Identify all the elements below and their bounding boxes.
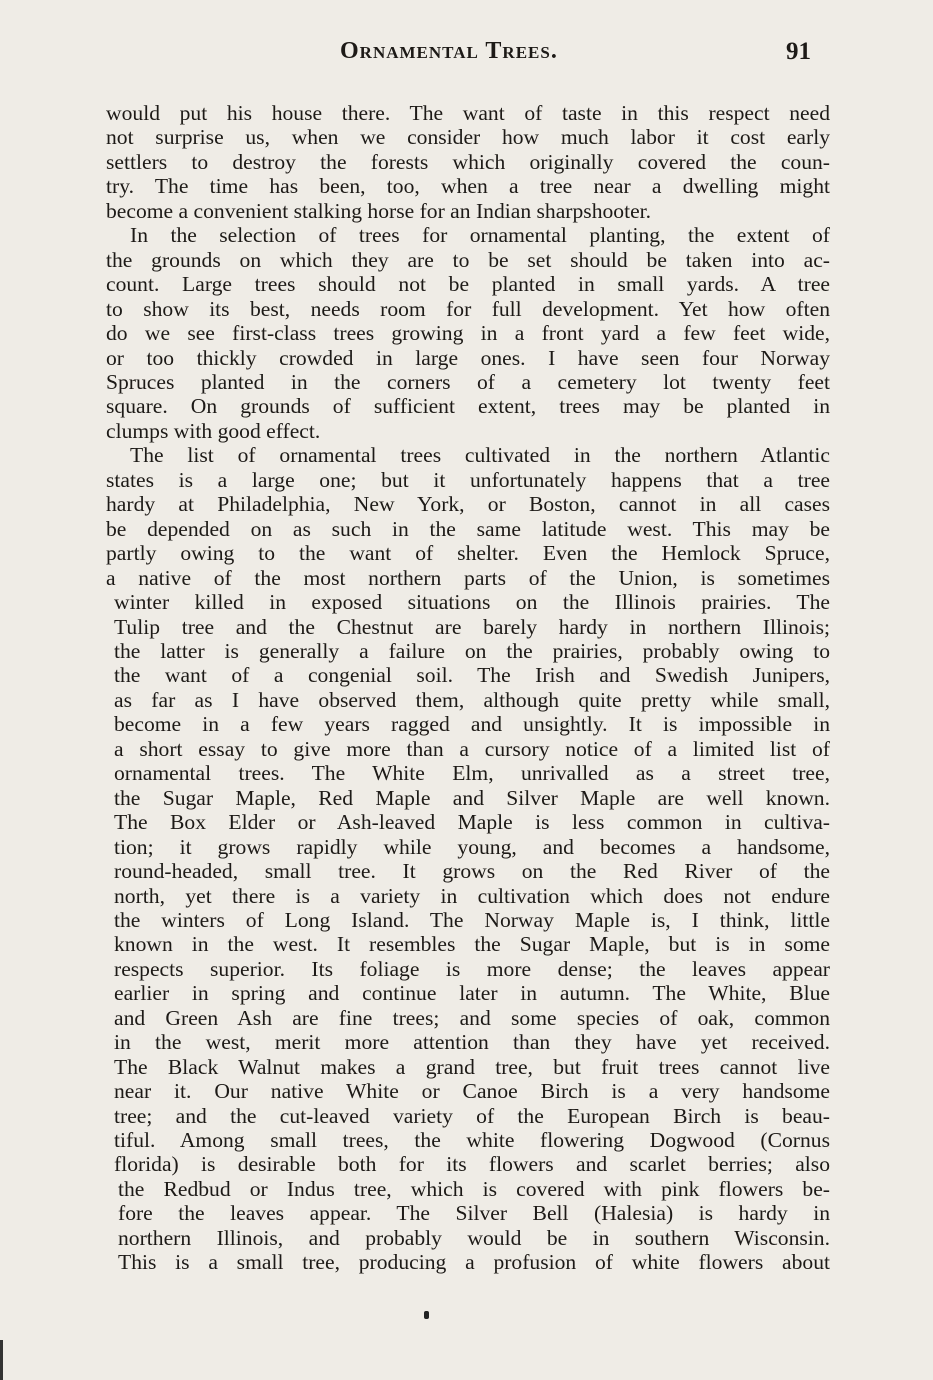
text-line: fore the leaves appear. The Silver Bell (Halesia) is hardy in: [118, 1201, 830, 1226]
text-line: count. Large trees should not be planted in small yards. A tree: [106, 272, 830, 297]
page-edge: [0, 1340, 3, 1380]
text-line: the Sugar Maple, Red Maple and Silver Maple are well known.: [114, 785, 830, 810]
text-line: to show its best, needs room for full development. Yet how often: [106, 296, 830, 321]
running-head-title: Ornamental Trees.: [340, 38, 558, 64]
text-line: a native of the most northern parts of the Union, is sometimes: [106, 565, 830, 590]
text-line: The Box Elder or Ash-leaved Maple is less common in cultiva-: [114, 810, 830, 835]
text-line: florida) is desirable both for its flowers and scarlet berries; also: [114, 1152, 830, 1177]
running-head: [0, 38, 933, 68]
text-line: become in a few years ragged and unsightly. It is impossible in: [114, 712, 830, 737]
text-line: The Black Walnut makes a grand tree, but fruit trees cannot live: [114, 1054, 830, 1079]
text-line: winter killed in exposed situations on the Illinois prairies. The: [114, 590, 830, 615]
body-text: [106, 101, 830, 1275]
text-line: become a convenient stalking horse for an Indian sharpshooter.: [106, 198, 652, 223]
text-line: tion; it grows rapidly while young, and becomes a handsome,: [114, 834, 830, 859]
page-number: 91: [786, 38, 811, 65]
text-line: tree; and the cut-leaved variety of the European Birch is beau-: [114, 1103, 830, 1128]
ink-mark: [424, 1311, 429, 1319]
text-line: be depended on as such in the same latitude west. This may be: [106, 516, 830, 541]
text-line: settlers to destroy the forests which originally covered the coun-: [106, 149, 830, 174]
paragraph-1: [106, 101, 830, 223]
text-line: ornamental trees. The White Elm, unrivalled as a street tree,: [114, 761, 830, 786]
text-line: and Green Ash are fine trees; and some species of oak, common: [114, 1005, 830, 1030]
text-line: near it. Our native White or Canoe Birch is a very handsome: [114, 1079, 830, 1104]
text-line: tiful. Among small trees, the white flowering Dogwood (Cornus: [114, 1128, 830, 1153]
text-line: northern Illinois, and probably would be in southern Wisconsin.: [118, 1225, 830, 1250]
text-line: clumps with good effect.: [106, 418, 321, 443]
text-line: round-headed, small tree. It grows on the Red River of the: [114, 859, 830, 884]
text-line: would put his house there. The want of taste in this respect need: [106, 101, 830, 125]
paragraph-3: [106, 443, 830, 1274]
text-line: respects superior. Its foliage is more dense; the leaves appear: [114, 956, 830, 981]
text-line: in the west, merit more attention than they have yet received.: [114, 1030, 830, 1055]
text-line: The list of ornamental trees cultivated in the northern Atlantic: [130, 443, 830, 468]
text-line: north, yet there is a variety in cultivation which does not endure: [114, 883, 830, 908]
text-line: In the selection of trees for ornamental planting, the extent of: [130, 223, 830, 248]
paragraph-2: [106, 223, 830, 443]
text-line: the grounds on which they are to be set should be taken into ac-: [106, 247, 830, 272]
text-line: or too thickly crowded in large ones. I have seen four Norway: [106, 345, 830, 370]
text-line: the winters of Long Island. The Norway Maple is, I think, little: [114, 907, 830, 932]
text-line: earlier in spring and continue later in autumn. The White, Blue: [114, 981, 830, 1006]
text-line: try. The time has been, too, when a tree near a dwelling might: [106, 174, 830, 199]
text-line: states is a large one; but it unfortunately happens that a tree: [106, 467, 830, 492]
text-line: do we see first-class trees growing in a front yard a few feet wide,: [106, 321, 830, 346]
text-line: the want of a congenial soil. The Irish and Swedish Junipers,: [114, 663, 830, 688]
text-line: the latter is generally a failure on the prairies, probably owing to: [114, 638, 830, 663]
text-line: known in the west. It resembles the Sugar Maple, but is in some: [114, 932, 830, 957]
text-line: Tulip tree and the Chestnut are barely hardy in northern Illinois;: [114, 614, 830, 639]
text-line: hardy at Philadelphia, New York, or Boston, cannot in all cases: [106, 492, 830, 517]
text-line: Spruces planted in the corners of a cemetery lot twenty feet: [106, 369, 830, 394]
text-line: square. On grounds of sufficient extent, trees may be planted in: [106, 394, 830, 419]
text-line: a short essay to give more than a cursory notice of a limited list of: [114, 736, 830, 761]
text-line: This is a small tree, producing a profusion of white flowers about: [118, 1250, 830, 1275]
text-line: the Redbud or Indus tree, which is covered with pink flowers be-: [118, 1176, 830, 1201]
text-line: as far as I have observed them, although quite pretty while small,: [114, 687, 830, 712]
text-line: partly owing to the want of shelter. Even the Hemlock Spruce,: [106, 541, 830, 566]
text-line: not surprise us, when we consider how much labor it cost early: [106, 125, 830, 150]
